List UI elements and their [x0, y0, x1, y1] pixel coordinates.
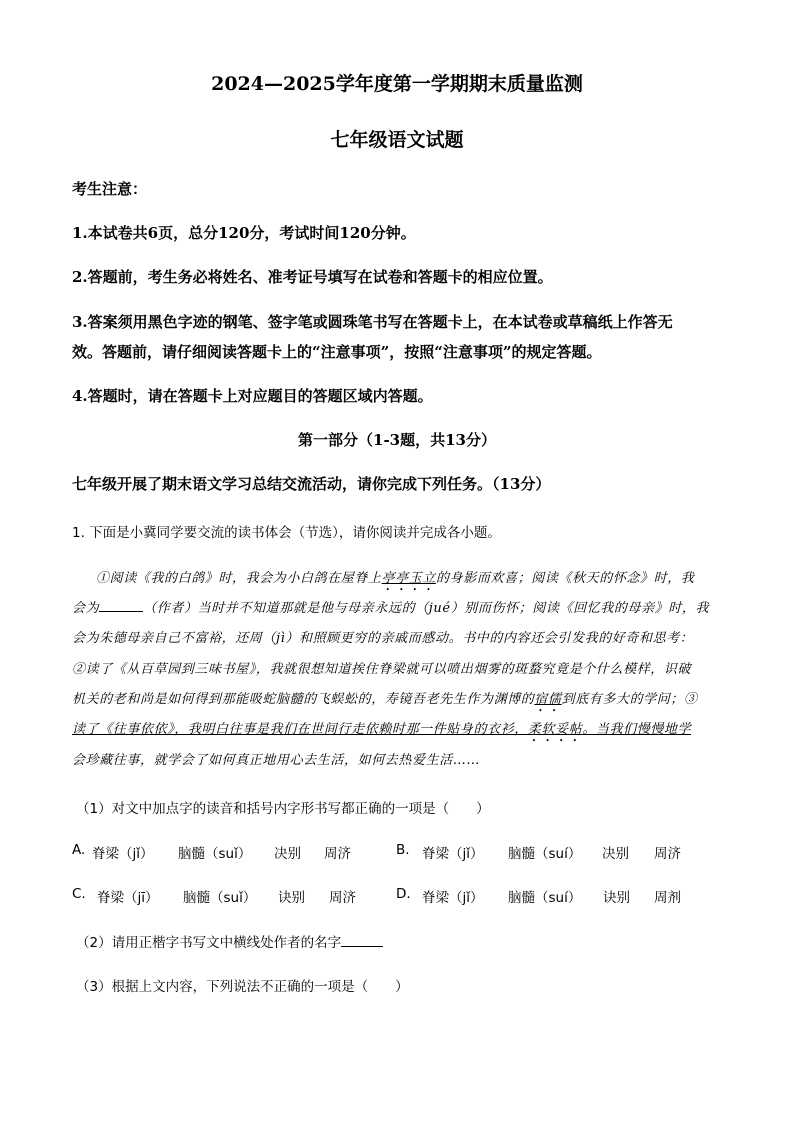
- passage-line: ②读了《从百草园到三味书屋》，我就很想知道挨住脊梁就可以喷出烟雾的斑蝥究竟是个什么模样，识破: [72, 662, 692, 677]
- question-1-stem: 1. 下面是小冀同学要交流的读书体会（节选），请你阅读并完成各小题。: [72, 525, 501, 541]
- notice-item-2: 2.答题前，考生务必将姓名、准考证号填写在试卷和答题卡的相应位置。: [72, 268, 553, 286]
- notice-item-4: 4.答题时，请在答题卡上对应题目的答题区域内答题。: [72, 387, 433, 405]
- passage-line: 会为朱德母亲自己不富裕，还周（jì）和照顾更穷的亲戚而感动。书中的内容还会引发我的好奇和思考：: [72, 631, 694, 646]
- option-item: 周济: [329, 890, 356, 906]
- option-item: 周剂: [654, 890, 681, 906]
- underlined-sentence: 读了《往事依依》，我明白往事是我们在世间行走依赖时那一件贴身的衣衫，: [72, 722, 528, 737]
- option-item: 决别: [602, 846, 629, 862]
- part-heading: 第一部分（1-3题，共13分）: [298, 431, 496, 449]
- passage-text: （作者）当时并不知道那就是他与母亲永远的（jué）别而伤怀；阅读《回忆我的母亲》时，我: [143, 601, 710, 616]
- option-item: 周济: [324, 846, 351, 862]
- option-item: 诀别: [278, 890, 305, 906]
- passage-text: 的身影而欢喜；阅读《秋天的怀念》时，我: [436, 571, 695, 586]
- option-item: 脑髓（suǐ）: [183, 890, 257, 906]
- answer-blank[interactable]: [341, 932, 383, 947]
- sub-question-3-stem: （3）根据上文内容，下列说法不正确的一项是（ ）: [76, 979, 409, 995]
- passage-text: 会为: [72, 601, 100, 616]
- passage-text: 到底有多大的学问；③: [561, 692, 698, 707]
- author-blank: [99, 597, 143, 612]
- underlined-sentence: 。当我们慢慢地学: [582, 722, 692, 737]
- option-item: 脊梁（jǐ）: [422, 890, 484, 906]
- passage-line: 会珍藏往事，就学会了如何真正地用心去生活，如何去热爱生活……: [72, 753, 481, 768]
- notice-item-1: 1.本试卷共6页，总分120分，考试时间120分钟。: [72, 224, 416, 242]
- option-label: B.: [396, 842, 410, 858]
- option-item: 诀别: [603, 890, 630, 906]
- underlined-phrase: 柔软妥帖: [527, 722, 583, 737]
- notice-item-3-line1: 3.答案须用黑色字迹的钢笔、签字笔或圆珠笔书写在答题卡上，在本试卷或草稿纸上作答无: [72, 313, 673, 331]
- option-item: 脑髓（suí）: [508, 890, 582, 906]
- part-intro: 七年级开展了期末语文学习总结交流活动，请你完成下列任务。（13分）: [72, 475, 551, 493]
- sub-question-1-stem: （1）对文中加点字的读音和括号内字形书写都正确的一项是（ ）: [76, 801, 490, 817]
- passage-text: 机关的老和尚是如何得到那能吸蛇脑髓的飞蜈蚣的，寿镜吾老先生作为渊博的: [72, 692, 535, 707]
- notice-heading: 考生注意：: [72, 180, 148, 198]
- option-item: 脑髓（suǐ）: [178, 846, 252, 862]
- passage-line: [96, 567, 694, 594]
- sub-question-2: [76, 931, 383, 951]
- option-label: A.: [72, 842, 86, 858]
- sub-question-2-stem: （2）请用正楷字书写文中横线处作者的名字: [76, 935, 342, 951]
- passage-text: ①阅读《我的白鸽》时，我会为小白鸽在屋脊上: [96, 571, 382, 586]
- option-item: 脊梁（jǐ）: [422, 846, 484, 862]
- option-item: 周济: [654, 846, 681, 862]
- option-label: D.: [396, 886, 411, 902]
- underlined-phrase: 亭亭玉立: [381, 571, 437, 586]
- option-item: 脊梁（jī）: [97, 890, 159, 906]
- option-item: 决别: [274, 846, 301, 862]
- exam-subtitle: 七年级语文试题: [330, 129, 464, 151]
- notice-item-3-line2: 效。答题前，请仔细阅读答题卡上的“注意事项”，按照“注意事项”的规定答题。: [72, 343, 602, 361]
- exam-title: 2024—2025学年度第一学期期末质量监测: [211, 73, 583, 95]
- option-item: 脑髓（suí）: [508, 846, 582, 862]
- passage-line: [72, 688, 698, 715]
- passage-line: [72, 718, 691, 745]
- underlined-phrase: 宿儒: [534, 692, 562, 707]
- passage-line: [72, 597, 709, 616]
- option-label: C.: [72, 886, 86, 902]
- option-item: 脊梁（jǐ）: [92, 846, 154, 862]
